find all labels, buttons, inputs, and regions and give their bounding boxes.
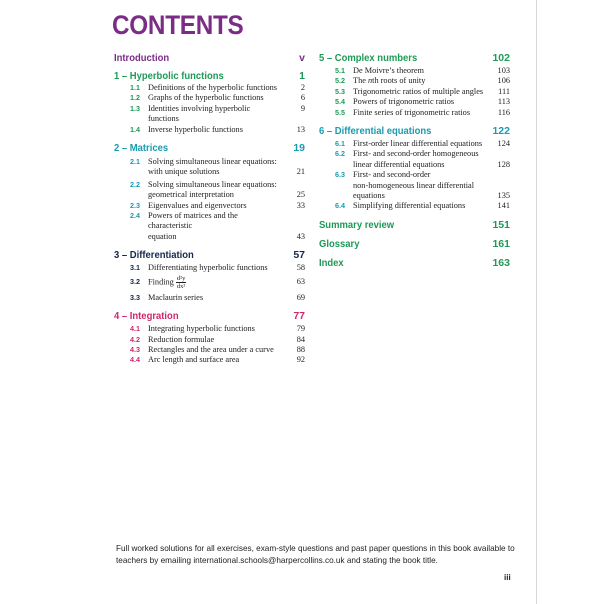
section-page: 88 [296, 344, 305, 354]
section-row[interactable] [130, 93, 305, 103]
section-page: 92 [296, 355, 305, 365]
section-number: 2.1 [130, 157, 140, 167]
section-title-line: non-homogeneous linear differential [353, 180, 475, 190]
section-number: 2.4 [130, 211, 140, 221]
section-title [148, 275, 283, 290]
chapter-page: 102 [492, 52, 510, 64]
section-title-part: The [353, 76, 368, 86]
page-edge-divider [536, 0, 537, 604]
section-title: Finite series of trigonometric ratios [353, 107, 471, 117]
section-number: 1.1 [130, 83, 140, 92]
section-page: 135 [497, 191, 510, 201]
section-page: 13 [296, 124, 305, 134]
back-matter-title: Glossary [319, 237, 360, 250]
section-title-line: linear differential equations [353, 159, 445, 169]
section-number: 4.2 [130, 334, 140, 344]
section-page: 106 [497, 76, 510, 86]
section-page: 2 [300, 83, 305, 92]
section-title: Arc length and surface area [148, 355, 240, 365]
chapter-1-entry[interactable] [114, 70, 305, 135]
back-matter-page: 161 [492, 237, 510, 250]
section-row[interactable] [130, 324, 305, 334]
chapter-title: 6 – Differential equations [319, 125, 432, 138]
section-number: 5.2 [335, 76, 345, 86]
section-row[interactable] [335, 149, 510, 170]
solutions-footnote: Full worked solutions for all exercises, exam-style questions and past paper questions in this book available to teachers by emailing international.schools@harpercollins.co.uk and stating the book title. [116, 544, 515, 565]
section-row[interactable] [130, 125, 305, 135]
section-page: 69 [296, 292, 305, 302]
section-title [353, 170, 488, 201]
section-number: 6.3 [335, 170, 345, 180]
chapter-page: 122 [492, 125, 510, 138]
section-title: Definitions of the hyperbolic functions [148, 83, 278, 92]
section-title: Powers of trigonometric ratios [353, 97, 455, 107]
summary-review-entry[interactable] [319, 219, 510, 232]
section-number: 5.5 [335, 107, 345, 117]
chapter-title: 5 – Complex numbers [319, 52, 418, 64]
section-row[interactable] [130, 211, 305, 242]
section-title: Rectangles and the area under a curve [148, 344, 274, 354]
chapter-title: 2 – Matrices [114, 142, 169, 155]
section-title [148, 157, 283, 178]
section-row[interactable] [130, 83, 305, 93]
contents-right-column [319, 52, 510, 270]
section-number: 4.4 [130, 355, 140, 365]
section-row[interactable] [335, 97, 510, 107]
section-row[interactable] [335, 108, 510, 118]
section-number: 6.4 [335, 201, 345, 211]
section-title-line: equation [148, 231, 177, 241]
section-number: 5.3 [335, 86, 345, 96]
section-title: De Moivre’s theorem [353, 66, 424, 75]
section-row[interactable] [335, 66, 510, 76]
section-page: 116 [497, 107, 510, 117]
section-title-line: equations [353, 191, 385, 201]
section-number: 2.2 [130, 179, 140, 189]
section-title-italic: n [367, 76, 373, 86]
back-matter-title: Summary review [319, 218, 395, 231]
section-title: Eigenvalues and eigenvectors [148, 200, 247, 210]
section-title-line: with unique solutions [148, 167, 220, 177]
section-row[interactable] [335, 170, 510, 201]
section-title [353, 149, 488, 170]
fraction-numerator: d²y [176, 274, 186, 282]
back-matter-page: 163 [492, 256, 510, 269]
chapter-page: 1 [299, 70, 305, 82]
chapter-title: 1 – Hyperbolic functions [114, 70, 224, 82]
section-title: Identities involving hyperbolic functions [148, 103, 251, 124]
chapter-title: 4 – Integration [114, 310, 179, 323]
section-row[interactable] [130, 335, 305, 345]
section-row[interactable] [335, 87, 510, 97]
section-row[interactable] [130, 104, 305, 125]
section-number: 5.4 [335, 97, 345, 107]
section-number: 3.2 [130, 276, 140, 286]
section-title: Differentiating hyperbolic functions [148, 263, 268, 273]
chapter-title: 3 – Differentiation [114, 249, 194, 262]
section-number: 6.2 [335, 149, 345, 159]
section-number: 2.3 [130, 200, 140, 210]
section-page: 6 [300, 93, 305, 103]
section-page: 84 [296, 334, 305, 344]
section-number: 5.1 [335, 66, 345, 75]
fraction-denominator: dx² [176, 282, 186, 290]
section-title-part: th roots of unity [372, 76, 426, 86]
section-row[interactable] [130, 201, 305, 211]
section-title-line: geometrical interpretation [148, 190, 234, 200]
section-number: 1.3 [130, 103, 140, 113]
section-row[interactable] [130, 355, 305, 365]
section-page: 124 [497, 139, 510, 149]
section-title [353, 76, 488, 86]
chapter-page: 57 [293, 249, 305, 262]
section-title-line: Solving simultaneous linear equations: [148, 179, 277, 189]
section-title: First-order linear differential equations [353, 139, 483, 149]
section-row[interactable] [130, 345, 305, 355]
section-title-line: Solving simultaneous linear equations: [148, 157, 277, 167]
section-number: 1.2 [130, 93, 140, 103]
section-page: 9 [300, 103, 305, 113]
section-page: 103 [497, 66, 510, 75]
section-page: 21 [296, 167, 305, 177]
section-row[interactable] [335, 139, 510, 149]
intro-entry[interactable] [114, 52, 305, 65]
chapter-page: 77 [293, 310, 305, 323]
section-page: 128 [497, 159, 510, 169]
section-page: 79 [296, 324, 305, 334]
section-number: 4.3 [130, 344, 140, 354]
section-number: 1.4 [130, 124, 140, 134]
section-page: 58 [296, 263, 305, 273]
section-row[interactable] [335, 201, 510, 211]
section-title-line: First- and second-order homogeneous [353, 149, 479, 159]
section-row[interactable] [130, 180, 305, 201]
section-page: 113 [497, 97, 510, 107]
section-title: Inverse hyperbolic functions [148, 124, 243, 134]
section-title [148, 211, 283, 242]
section-title-line: First- and second-order [353, 170, 431, 180]
chapter-4-entry[interactable] [114, 310, 305, 366]
section-row[interactable] [130, 263, 305, 273]
section-number: 6.1 [335, 139, 345, 149]
section-title: Reduction formulae [148, 334, 215, 344]
section-title-line: Powers of matrices and the characteristic [148, 211, 238, 231]
back-matter-title: Index [319, 256, 344, 269]
intro-page: v [299, 52, 305, 64]
derivative-fraction [176, 275, 186, 290]
chapter-2-entry[interactable] [114, 142, 305, 242]
section-page: 25 [296, 190, 305, 200]
index-entry[interactable] [319, 257, 510, 270]
section-row[interactable] [335, 76, 510, 86]
section-page: 43 [296, 231, 305, 241]
section-title [148, 180, 283, 201]
page-title: CONTENTS [112, 10, 244, 40]
chapter-5-entry[interactable] [319, 52, 510, 118]
section-row[interactable] [130, 293, 305, 303]
section-page: 141 [497, 201, 510, 211]
glossary-entry[interactable] [319, 238, 510, 251]
section-number: 3.1 [130, 263, 140, 273]
back-matter-page: 151 [492, 218, 510, 231]
section-row[interactable] [130, 275, 305, 290]
section-title: Trigonometric ratios of multiple angles [353, 86, 484, 96]
section-title: Integrating hyperbolic functions [148, 324, 255, 334]
section-title-text: Finding [148, 277, 174, 287]
section-title: Simplifying differential equations [353, 201, 466, 211]
section-number: 4.1 [130, 324, 140, 334]
section-page: 111 [498, 86, 510, 96]
section-title: Graphs of the hyperbolic functions [148, 93, 264, 103]
intro-title: Introduction [114, 52, 170, 64]
chapter-3-entry[interactable] [114, 249, 305, 303]
section-row[interactable] [130, 157, 305, 178]
section-page: 33 [296, 200, 305, 210]
chapter-6-entry[interactable] [319, 125, 510, 212]
section-number: 3.3 [130, 292, 140, 302]
chapter-page: 19 [293, 142, 305, 155]
page-number: iii [504, 573, 511, 582]
contents-left-column [114, 52, 305, 366]
section-title: Maclaurin series [148, 292, 204, 302]
section-page: 63 [296, 276, 305, 286]
